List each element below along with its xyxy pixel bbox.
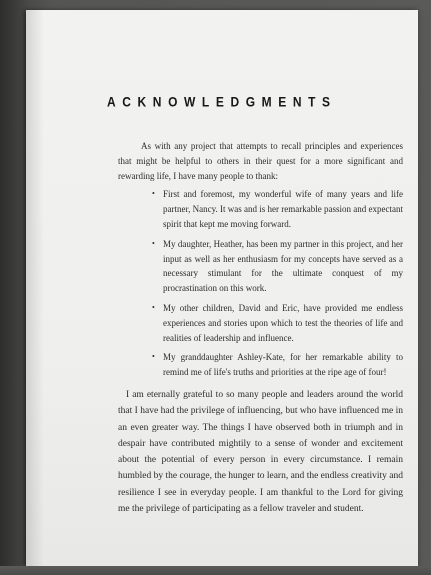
bullet-icon: •	[152, 352, 155, 362]
closing-paragraph: I am eternally grateful to so many people and leaders around the world that I have had the privilege of influencing, but who have influenced me in an even greater way. The things I have observed both in triumph and in despair have contributed mightily to a sense of wonder and excitement about the potential of every person in every circumstance. I remain humbled by the courage, the hunger to learn, and the endless creativity and resilience I see in everyday people. I am thankful to the Lord for giving me the privilege of participating as a fellow traveler and student.	[118, 389, 403, 515]
thanks-item-wife	[154, 187, 403, 231]
thanks-item-children	[154, 301, 403, 345]
page-fold-shadow	[0, 566, 431, 575]
thanks-item-granddaughter	[154, 350, 403, 380]
bullet-icon: •	[152, 302, 155, 312]
thanks-item-daughter	[154, 237, 403, 296]
bullet-icon: •	[152, 238, 155, 248]
acknowledgments-body	[118, 139, 403, 517]
thanks-item-text: My granddaughter Ashley-Kate, for her remarkable ability to remind me of life's truths and priorities at the ripe age of four!	[163, 352, 403, 378]
bullet-icon: •	[152, 189, 155, 199]
page-heading: ACKNOWLEDGMENTS	[107, 93, 337, 111]
thanks-list	[118, 187, 403, 380]
thanks-item-text: My other children, David and Eric, have provided me endless experiences and stories upon which to test the theories of life and realities of leadership and influence.	[163, 302, 403, 343]
thanks-item-text: First and foremost, my wonderful wife of many years and life partner, Nancy. It was and is her remarkable passion and expectant spirit that kept me moving forward.	[163, 189, 403, 229]
book-page	[26, 10, 418, 566]
thanks-item-text: My daughter, Heather, has been my partner in this project, and her input as well as her enthusiasm for my concepts have served as a necessary stimulant for the ultimate conquest of my procrastination on this work.	[163, 238, 403, 294]
intro-paragraph: As with any project that attempts to recall principles and experiences that might be helpful to others in their quest for a more significant and rewarding life, I have many people to thank:	[118, 141, 403, 181]
